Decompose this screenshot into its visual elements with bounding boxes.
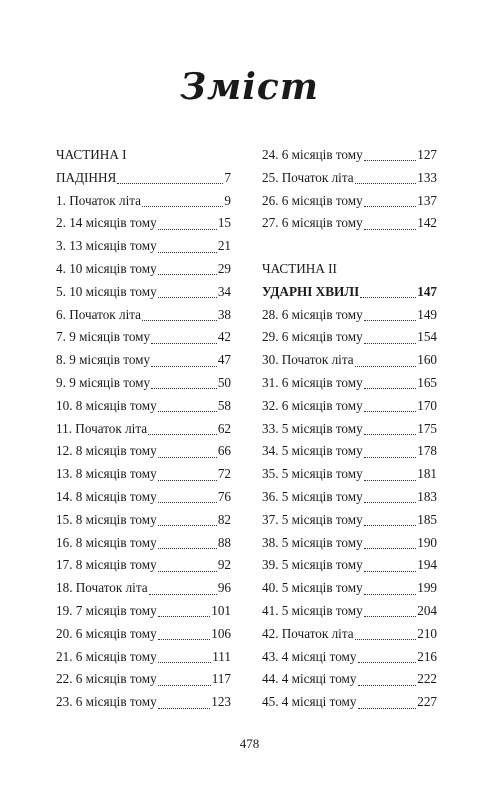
leader-dots [151, 387, 217, 389]
part-entry-page: 7 [224, 169, 231, 185]
toc-entry-label: 21. 6 місяців тому [56, 648, 157, 664]
toc-entry [56, 577, 231, 600]
toc-entry [262, 440, 437, 463]
leader-dots [158, 524, 217, 526]
toc-entry-label: 16. 8 місяців тому [56, 534, 157, 550]
toc-entry [262, 554, 437, 577]
toc-entry-label: 12. 8 місяців тому [56, 443, 157, 459]
toc-entry-label: 7. 9 місяців тому [56, 329, 151, 345]
toc-entry-label: 11. Початок літа [56, 420, 148, 436]
toc-entry-page: 82 [217, 511, 231, 527]
toc-entry-list [262, 304, 437, 714]
toc-entry [56, 349, 231, 372]
toc-entry [56, 668, 231, 691]
toc-entry-page: 204 [417, 602, 437, 618]
toc-entry-page: 34 [217, 283, 231, 299]
toc-entry-page: 178 [417, 443, 437, 459]
toc-entry-label: 18. Початок літа [56, 580, 148, 596]
toc-entry-page: 127 [417, 147, 437, 162]
toc-entry-label: 38. 5 місяців тому [262, 534, 363, 550]
leader-dots [142, 319, 217, 321]
toc-entry-page: 42 [217, 329, 231, 345]
toc-entry [262, 144, 437, 167]
toc-entry [56, 372, 231, 395]
toc-entry-label: 30. Початок літа [262, 352, 354, 368]
leader-dots [149, 593, 217, 595]
leader-dots [364, 547, 417, 549]
toc-entry [262, 509, 437, 532]
toc-entry-page: 137 [417, 192, 437, 208]
toc-entry-page: 149 [417, 306, 437, 322]
toc-entry-page: 123 [211, 694, 231, 710]
toc-entry-page: 9 [224, 192, 231, 208]
toc-entry-page: 106 [211, 625, 231, 641]
toc-entry-label: 32. 6 місяців тому [262, 397, 363, 413]
toc-entry [262, 600, 437, 623]
leader-dots [364, 410, 417, 412]
toc-right-column [262, 144, 437, 714]
leader-dots [117, 182, 223, 184]
toc-entry-label: 8. 9 місяців тому [56, 352, 151, 368]
leader-dots [364, 342, 417, 344]
toc-entry-label: 13. 8 місяців тому [56, 466, 157, 482]
toc-entry [262, 349, 437, 372]
leader-dots [355, 182, 417, 184]
leader-dots [158, 228, 217, 230]
leader-dots [158, 661, 211, 663]
toc-entry-label: 28. 6 місяців тому [262, 306, 363, 322]
toc-entry-list [56, 190, 231, 714]
toc-entry-page: 58 [217, 397, 231, 413]
toc-entry [262, 372, 437, 395]
toc-entry-label: 26. 6 місяців тому [262, 192, 363, 208]
toc-entry-label: 33. 5 місяців тому [262, 420, 363, 436]
leader-dots [158, 615, 211, 617]
part-heading: ЧАСТИНА ІІ [262, 260, 337, 276]
toc-entry-label: 22. 6 місяців тому [56, 671, 157, 687]
leader-dots [142, 205, 223, 207]
toc-entry [262, 691, 437, 714]
leader-dots [364, 319, 417, 321]
toc-entry-page: 47 [217, 352, 231, 368]
toc-entry-label: 3. 13 місяців тому [56, 238, 157, 254]
toc-entry [262, 532, 437, 555]
toc-entry [262, 418, 437, 441]
toc-entry-page: 21 [217, 238, 231, 254]
leader-dots [158, 707, 211, 709]
leader-dots [364, 456, 417, 458]
leader-dots [158, 273, 217, 275]
toc-entry-page: 216 [417, 648, 437, 664]
part-entry-page: 147 [417, 283, 437, 299]
toc-entry-page: 160 [417, 352, 437, 368]
toc-entry [56, 440, 231, 463]
toc-entry [262, 395, 437, 418]
toc-entry-label: 35. 5 місяців тому [262, 466, 363, 482]
toc-entry-page: 117 [211, 671, 231, 687]
page-title: Зміст [180, 66, 319, 108]
toc-entry [262, 486, 437, 509]
leader-dots [358, 684, 417, 686]
leader-dots [151, 342, 217, 344]
toc-entry [56, 509, 231, 532]
leader-dots [364, 615, 417, 617]
toc-entry [56, 326, 231, 349]
toc-entry-label: 20. 6 місяців тому [56, 625, 157, 641]
toc-entry-list [262, 144, 437, 235]
toc-entry [56, 463, 231, 486]
leader-dots [364, 593, 417, 595]
toc-entry-label: 1. Початок літа [56, 192, 142, 208]
toc-entry-page: 72 [217, 466, 231, 482]
toc-entry-label: 29. 6 місяців тому [262, 329, 363, 345]
toc-entry-page: 96 [217, 580, 231, 596]
toc-entry-label: 41. 5 місяців тому [262, 602, 363, 618]
leader-dots [158, 547, 217, 549]
toc-entry-label: 17. 8 місяців тому [56, 557, 157, 573]
toc-entry-label: 14. 8 місяців тому [56, 488, 157, 504]
toc-entry [56, 281, 231, 304]
leader-dots [148, 433, 217, 435]
toc-entry [262, 623, 437, 646]
part-entry-label: УДАРНІ ХВИЛІ [262, 283, 360, 299]
toc-entry-label: 24. 6 місяців тому [262, 147, 363, 162]
toc-entry-label: 42. Початок літа [262, 625, 354, 641]
toc-entry [56, 190, 231, 213]
leader-dots [158, 684, 211, 686]
toc-entry-page: 190 [417, 534, 437, 550]
toc-entry-page: 142 [417, 215, 437, 231]
toc-entry [262, 646, 437, 669]
toc-entry [262, 577, 437, 600]
toc-entry-label: 19. 7 місяців тому [56, 602, 157, 618]
toc-entry [262, 668, 437, 691]
toc-entry-label: 15. 8 місяців тому [56, 511, 157, 527]
toc-entry-page: 181 [417, 466, 437, 482]
toc-entry-label: 4. 10 місяців тому [56, 260, 157, 276]
toc-entry-page: 227 [417, 694, 437, 710]
toc-left-column [56, 144, 231, 714]
leader-dots [364, 433, 417, 435]
toc-entry-label: 27. 6 місяців тому [262, 215, 363, 231]
toc-entry [56, 486, 231, 509]
part-entry [262, 281, 437, 304]
toc-entry-page: 133 [417, 169, 437, 185]
leader-dots [364, 159, 417, 161]
toc-entry [56, 554, 231, 577]
toc-entry-page: 101 [211, 602, 231, 618]
part-heading: ЧАСТИНА І [56, 147, 127, 162]
toc-entry-page: 210 [417, 625, 437, 641]
leader-dots [158, 570, 217, 572]
toc-entry-page: 165 [417, 374, 437, 390]
leader-dots [158, 501, 217, 503]
leader-dots [158, 638, 211, 640]
toc-entry-label: 23. 6 місяців тому [56, 694, 157, 710]
leader-dots [158, 456, 217, 458]
toc-entry [56, 258, 231, 281]
leader-dots [355, 365, 417, 367]
toc-entry [56, 212, 231, 235]
leader-dots [364, 387, 417, 389]
toc-entry-page: 62 [217, 420, 231, 436]
toc-entry [262, 190, 437, 213]
spacer [262, 235, 437, 258]
toc-entry-page: 175 [417, 420, 437, 436]
toc-entry-label: 43. 4 місяці тому [262, 648, 357, 664]
leader-dots [364, 228, 417, 230]
leader-dots [358, 707, 417, 709]
toc-entry [56, 600, 231, 623]
toc-entry-page: 15 [217, 215, 231, 231]
toc-entry-label: 9. 9 місяців тому [56, 374, 151, 390]
toc-entry [262, 304, 437, 327]
toc-entry-page: 170 [417, 397, 437, 413]
leader-dots [158, 479, 217, 481]
toc-entry [56, 418, 231, 441]
toc-entry-label: 6. Початок літа [56, 306, 142, 322]
toc-entry [56, 235, 231, 258]
toc-entry-label: 2. 14 місяців тому [56, 215, 157, 231]
leader-dots [360, 296, 416, 298]
toc-entry [56, 395, 231, 418]
toc-entry [262, 463, 437, 486]
part-entry-label: ПАДІННЯ [56, 169, 117, 185]
toc-entry-page: 185 [417, 511, 437, 527]
toc-entry [56, 623, 231, 646]
toc-entry [56, 646, 231, 669]
toc-entry-page: 29 [217, 260, 231, 276]
leader-dots [364, 479, 417, 481]
toc-entry-page: 66 [217, 443, 231, 459]
toc-entry-label: 45. 4 місяці тому [262, 694, 357, 710]
part-entry [56, 167, 231, 190]
page-number: 478 [239, 736, 260, 751]
toc-entry [56, 304, 231, 327]
toc-entry-page: 76 [217, 488, 231, 504]
toc-entry [56, 691, 231, 714]
toc-entry-page: 38 [217, 306, 231, 322]
toc-entry-page: 199 [417, 580, 437, 596]
toc-entry-label: 44. 4 місяці тому [262, 671, 357, 687]
toc-entry-label: 37. 5 місяців тому [262, 511, 363, 527]
leader-dots [364, 205, 417, 207]
leader-dots [364, 501, 417, 503]
toc-entry [56, 532, 231, 555]
leader-dots [355, 638, 417, 640]
toc-entry [262, 212, 437, 235]
toc-entry-page: 92 [217, 557, 231, 573]
toc-entry-page: 222 [417, 671, 437, 687]
leader-dots [158, 251, 217, 253]
toc-entry-label: 25. Початок літа [262, 169, 354, 185]
leader-dots [364, 570, 417, 572]
toc-entry-page: 194 [417, 557, 437, 573]
toc-entry-page: 154 [417, 329, 437, 345]
toc-entry-label: 31. 6 місяців тому [262, 374, 363, 390]
toc-entry-label: 40. 5 місяців тому [262, 580, 363, 596]
leader-dots [158, 410, 217, 412]
toc-entry-page: 50 [217, 374, 231, 390]
toc-entry-label: 34. 5 місяців тому [262, 443, 363, 459]
toc-entry-label: 36. 5 місяців тому [262, 488, 363, 504]
toc-entry [262, 167, 437, 190]
toc-entry-label: 5. 10 місяців тому [56, 283, 157, 299]
toc-entry-page: 88 [217, 534, 231, 550]
leader-dots [158, 296, 217, 298]
leader-dots [364, 524, 417, 526]
leader-dots [151, 365, 217, 367]
toc-entry-label: 39. 5 місяців тому [262, 557, 363, 573]
toc-entry-label: 10. 8 місяців тому [56, 397, 157, 413]
toc-entry-page: 183 [417, 488, 437, 504]
leader-dots [358, 661, 417, 663]
toc-entry [262, 326, 437, 349]
toc-entry-page: 111 [212, 648, 231, 664]
